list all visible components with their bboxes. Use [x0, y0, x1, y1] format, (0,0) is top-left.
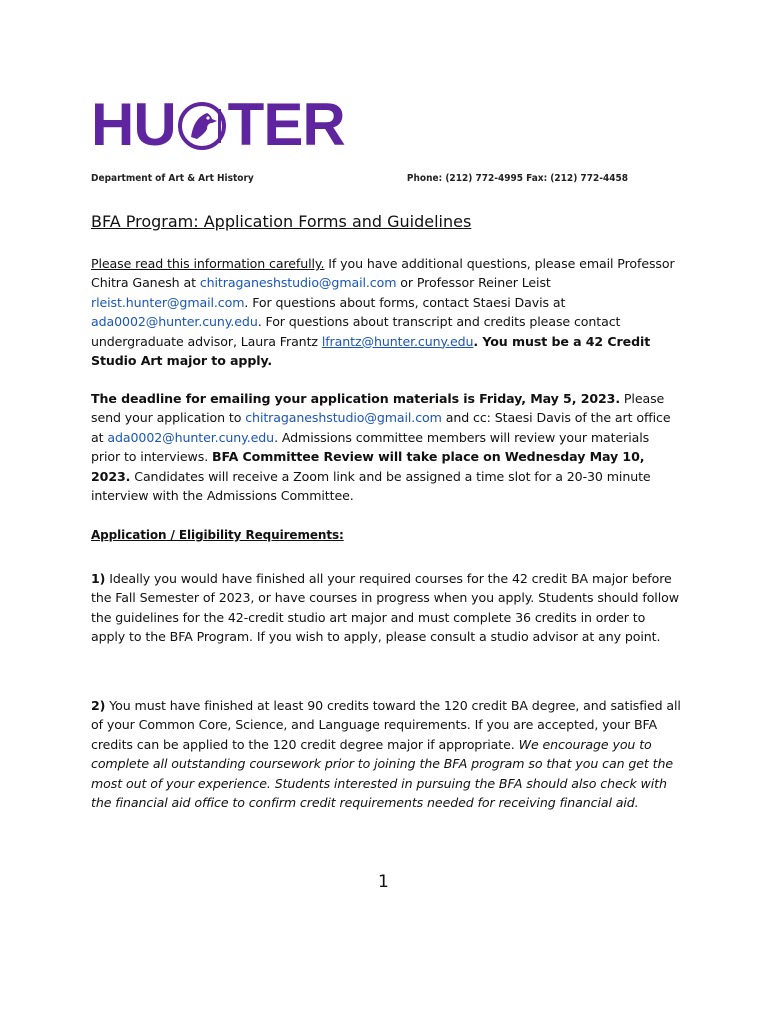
email-link-chitra-2[interactable]: chitraganeshstudio@gmail.com	[245, 410, 442, 426]
deadline-text: Candidates will receive a Zoom link and be assigned a time slot for a 20-30 minute interview with the Admissions Committee.	[91, 468, 651, 504]
deadline-paragraph	[91, 389, 681, 505]
requirements-heading: Application / Eligibility Requirements:	[91, 528, 344, 542]
review-date-note: BFA Committee Review will take place on Wednesday May 10, 2023.	[91, 449, 645, 484]
intro-text: . For questions about forms, contact Staesi Davis at	[244, 294, 566, 310]
intro-text: . For questions about transcript and credits please contact undergraduate advisor, Laura Frantz	[91, 314, 621, 349]
requirement-number: 2)	[91, 698, 106, 713]
email-link-chitra[interactable]: chitraganeshstudio@gmail.com	[199, 275, 397, 291]
intro-text: If you have additional questions, please email Professor Chitra Ganesh at	[91, 256, 675, 291]
intro-text: or Professor Reiner Leist	[396, 275, 551, 291]
requirement-number: 1)	[91, 571, 106, 586]
deadline-text: Please send your application to	[91, 391, 665, 426]
email-link-reiner[interactable]: rleist.hunter@gmail.com	[91, 294, 245, 310]
email-link-staesi[interactable]: ada0002@hunter.cuny.edu	[91, 314, 258, 330]
read-carefully-note: Please read this information carefully.	[91, 256, 325, 271]
department-header	[91, 173, 628, 184]
email-link-laura[interactable]: lfrantz@hunter.cuny.edu	[321, 333, 474, 349]
credit-requirement-note: . You must be a 42 Credit Studio Art major to apply.	[91, 333, 651, 369]
deadline-text: . Admissions committee members will review your materials prior to interviews.	[91, 429, 650, 465]
requirement-1	[91, 569, 681, 647]
deadline-note: The deadline for emailing your application materials is Friday, May 5, 2023.	[91, 391, 621, 406]
requirement-italic-note: We encourage you to complete all outstanding coursework prior to joining the BFA program so that you can get the most out of your experience. Students interested in pursuing the BFA should also check with the financial aid office to confirm credit requirements needed for receiving financial aid.	[91, 736, 674, 811]
email-link-staesi-2[interactable]: ada0002@hunter.cuny.edu	[107, 429, 275, 445]
requirement-text: You must have finished at least 90 credits toward the 120 credit BA degree, and satisfied all of your Common Core, Science, and Language requirements. If you are accepted, your BFA credits can be applied to the 120 credit degree major if appropriate.	[91, 698, 681, 752]
page-number: 1	[378, 872, 389, 892]
department-name: Department of Art & Art History	[91, 173, 254, 184]
deadline-text: and cc: Staesi Davis of the art office at	[91, 410, 671, 445]
phone-fax: Phone: (212) 772-4995 Fax: (212) 772-4458	[406, 173, 628, 184]
hawk-seal-icon	[177, 99, 227, 151]
page-title: BFA Program: Application Forms and Guidelines	[91, 212, 472, 231]
requirement-text: Ideally you would have finished all your required courses for the 42 credit BA major before the Fall Semester of 2023, or have courses in progress when you apply. Students should follow the guidelines for the 42-credit studio art major and must complete 36 credits in order to apply to the BFA Program. If you wish to apply, please consult a studio advisor at any point.	[91, 571, 679, 645]
intro-paragraph	[91, 254, 681, 370]
logo-letters-left: HU	[91, 91, 176, 158]
hunter-logo	[91, 91, 361, 158]
logo-letters-right: TER	[227, 91, 345, 158]
requirement-2	[91, 696, 681, 812]
